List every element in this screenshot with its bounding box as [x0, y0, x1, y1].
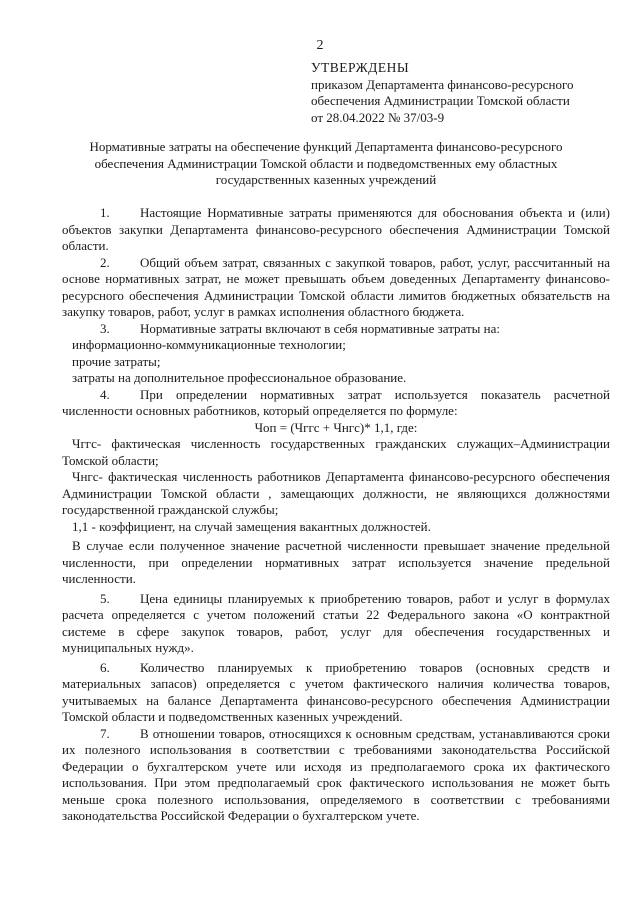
list-item: [62, 591, 610, 657]
item-text: При определении нормативных затрат используется показатель расчетной численности основных работников, который определяется по формуле:: [62, 386, 610, 418]
list-item: [62, 387, 610, 420]
list-item: [62, 321, 610, 338]
list-item: [62, 255, 610, 321]
document-title: Нормативные затраты на обеспечение функций Департамента финансово-ресурсного обеспечения Администрации Томской области и подведомственных ему областных государственных казенных учреждений: [89, 139, 563, 187]
definition: 1,1 - коэффициент, на случай замещения вакантных должностей.: [72, 518, 431, 534]
note-paragraph: В случае если полученное значение расчетной численности превышает значение предельной численности, при определении нормативных затрат используется значение предельной численности.: [62, 538, 610, 586]
sub-item: информационно-коммуникационные технологии;: [72, 337, 346, 352]
sub-item: затраты на дополнительное профессиональное образование.: [72, 370, 407, 385]
approval-line: обеспечения Администрации Томской области: [311, 93, 570, 108]
approval-heading: УТВЕРЖДЕНЫ: [311, 60, 410, 75]
list-item: [62, 660, 610, 726]
formula: Чоп = (Чггс + Чнгс)* 1,1, где:: [254, 419, 418, 435]
approval-block: [311, 60, 611, 126]
item-text: Цена единицы планируемых к приобретению товаров, работ и услуг в формулах расчета определяется с учетом положений статьи 22 Федерального закона «О контрактной системе в сфере закупок товаров, работ, услуг для обеспечения государственных и муниципальных нужд».: [62, 590, 610, 655]
item-text: Общий объем затрат, связанных с закупкой товаров, работ, услуг, рассчитанный на основе нормативных затрат, не может превышать объем доведенных Департаменту финансово-ресурсного обеспечения Администрации Томской области лимитов бюджетных обязательств на закупку товаров, работ, услуг в рамках исполнения областного бюджета.: [62, 254, 610, 319]
item-number: 7.: [100, 725, 110, 741]
sub-item: прочие затраты;: [72, 353, 161, 369]
list-item: [62, 205, 610, 255]
document-body: [62, 205, 610, 825]
item-number: 1.: [100, 205, 110, 220]
list-item: [62, 726, 610, 825]
item-number: 2.: [100, 254, 110, 270]
item-number: 3.: [100, 320, 110, 336]
definition: Чггс- фактическая численность государственных гражданских служащих–Администрации Томской области;: [62, 436, 610, 468]
item-text: Нормативные затраты включают в себя нормативные затраты на:: [140, 320, 500, 336]
approval-line: приказом Департамента финансово-ресурсного: [311, 76, 574, 92]
item-number: 5.: [100, 590, 110, 606]
item-text: Настоящие Нормативные затраты применяются для обоснования объекта и (или) объектов закупки Департамента финансово-ресурсного обеспечения Администрации Томской области.: [62, 205, 610, 253]
item-number: 6.: [100, 659, 110, 675]
approval-line: от 28.04.2022 № 37/03-9: [311, 109, 445, 125]
item-number: 4.: [100, 386, 110, 402]
definition: Чнгс- фактическая численность работников Департамента финансово-ресурсного обеспечения Администрации Томской области , замещающих должности, не являющихся должностями государственной гражданской службы;: [62, 469, 610, 517]
item-text: В отношении товаров, относящихся к основным средствам, устанавливаются сроки их полезного использования в соответствии с требованиями законодательства Российской Федерации о бухгалтерском учете или исходя из предполагаемого срока их фактического использования. При этом предполагаемый срок фактического использования не может быть меньше срока полезного использования, определяемого в соответствии с требованиями законодательства Российской Федерации о бухгалтерском учете.: [62, 725, 610, 823]
page-number: 2: [316, 38, 324, 53]
item-text: Количество планируемых к приобретению товаров (основных средств и материальных запасов) определяется с учетом фактического наличия количества товаров, учитываемых на балансе Департамента финансово-ресурсного обеспечения Администрации Томской области и подведомственных казенных учреждений.: [62, 659, 610, 724]
